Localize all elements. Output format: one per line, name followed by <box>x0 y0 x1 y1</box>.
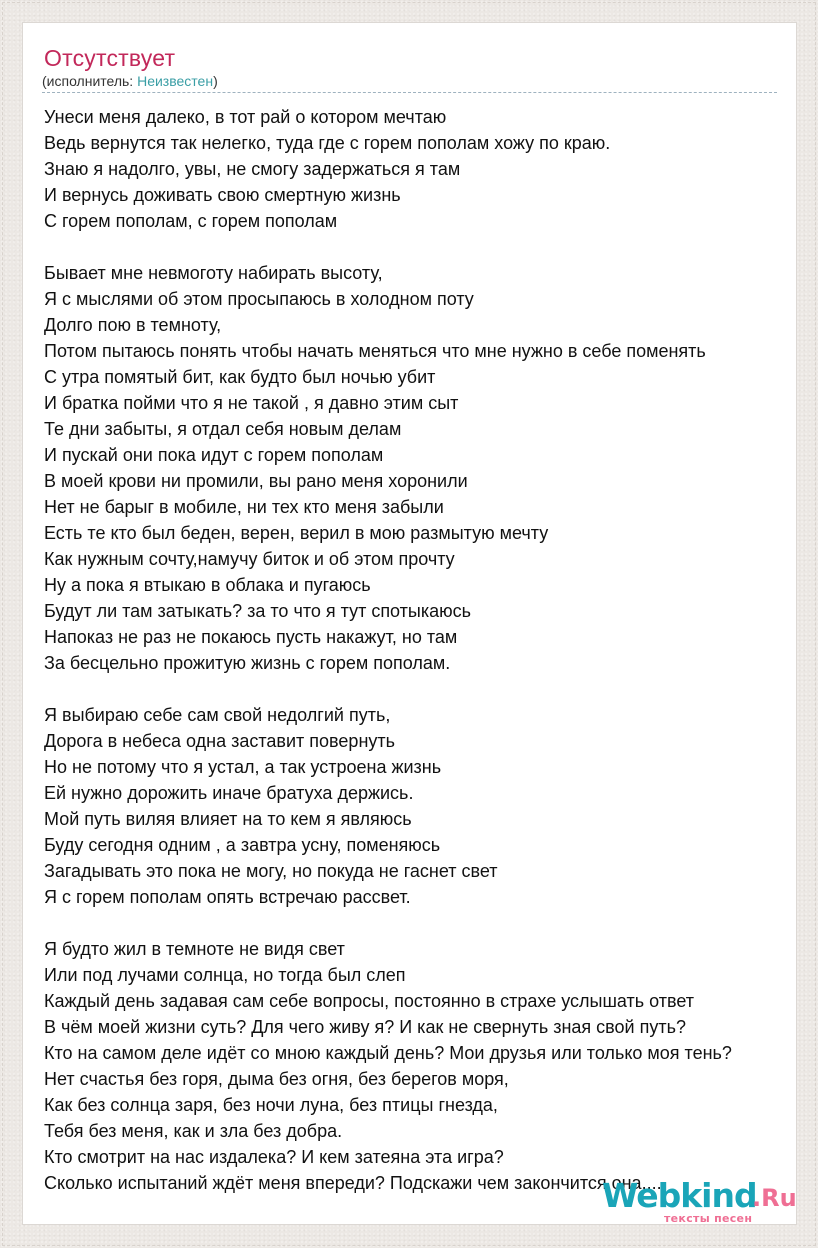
lyric-line: Потом пытаюсь понять чтобы начать меняться что мне нужно в себе поменять <box>44 341 706 361</box>
lyric-line: Тебя без меня, как и зла без добра. <box>44 1121 343 1141</box>
lyric-line: Есть те кто был беден, верен, верил в мою размытую мечту <box>44 523 549 543</box>
lyric-line: И вернусь доживать свою смертную жизнь <box>44 185 401 205</box>
artist-suffix: ) <box>213 73 218 89</box>
lyric-line: И пускай они пока идут с горем пополам <box>44 445 384 465</box>
lyric-line: В моей крови ни промили, вы рано меня хоронили <box>44 471 468 491</box>
lyric-line: Загадывать это пока не могу, но покуда не гаснет свет <box>44 861 498 881</box>
artist-link[interactable]: Неизвестен <box>137 73 214 89</box>
lyric-line: Знаю я надолго, увы, не смогу задержаться я там <box>44 159 461 179</box>
lyric-line: Как нужным сочту,намучу биток и об этом прочту <box>44 549 455 569</box>
lyric-line: Бывает мне невмоготу набирать высоту, <box>44 263 383 283</box>
lyric-line: Или под лучами солнца, но тогда был слеп <box>44 965 406 985</box>
lyric-line: И братка пойми что я не такой , я давно этим сыт <box>44 393 459 413</box>
lyric-line: Долго пою в темноту, <box>44 315 222 335</box>
lyric-line: Я с горем пополам опять встречаю рассвет. <box>44 887 411 907</box>
lyrics-stanza <box>44 104 818 234</box>
lyric-line: Нет счастья без горя, дыма без огня, без берегов моря, <box>44 1069 509 1089</box>
lyric-line: Буду сегодня одним , а завтра усну, поменяюсь <box>44 835 441 855</box>
lyric-line: Мой путь виляя влияет на то кем я являюсь <box>44 809 412 829</box>
lyric-line: Напоказ не раз не покаюсь пусть накажут, но там <box>44 627 458 647</box>
lyric-line: Ведь вернутся так нелегко, туда где с горем пополам хожу по краю. <box>44 133 611 153</box>
artist-prefix: (исполнитель: <box>42 73 138 89</box>
lyric-line: Сколько испытаний ждёт меня впереди? Подскажи чем закончится она..... <box>44 1173 667 1193</box>
lyric-line: В чём моей жизни суть? Для чего живу я? И как не свернуть зная свой путь? <box>44 1017 686 1037</box>
lyrics-stanza <box>44 702 818 910</box>
lyric-line: Будут ли там затыкать? за то что я тут спотыкаюсь <box>44 601 472 621</box>
lyric-line: С утра помятый бит, как будто был ночью убит <box>44 367 436 387</box>
lyric-line: Я выбираю себе сам свой недолгий путь, <box>44 705 391 725</box>
watermark-brand: Webkind <box>602 1176 757 1215</box>
song-content <box>44 44 818 1222</box>
lyric-line: Как без солнца заря, без ночи луна, без птицы гнезда, <box>44 1095 498 1115</box>
lyric-line: С горем пополам, с горем пополам <box>44 211 338 231</box>
lyrics-stanza <box>44 260 818 676</box>
lyric-line: Кто смотрит на нас издалека? И кем затеяна эта игра? <box>44 1147 504 1167</box>
lyrics-stanza <box>44 936 818 1196</box>
lyric-line: За бесцельно прожитую жизнь с горем пополам. <box>44 653 451 673</box>
lyric-line: Унеси меня далеко, в тот рай о котором мечтаю <box>44 107 447 127</box>
lyric-line: Нет не барыг в мобиле, ни тех кто меня забыли <box>44 497 444 517</box>
lyric-line: Каждый день задавая сам себе вопросы, постоянно в страхе услышать ответ <box>44 991 695 1011</box>
lyric-line: Но не потому что я устал, а так устроена жизнь <box>44 757 442 777</box>
watermark-tagline: тексты песен <box>664 1212 753 1225</box>
lyric-line: Ну а пока я втыкаю в облака и пугаюсь <box>44 575 371 595</box>
artist-line <box>42 72 777 93</box>
webkind-watermark[interactable] <box>602 1178 802 1228</box>
watermark-tld: .Ru <box>752 1184 797 1212</box>
song-title: Отсутствует <box>44 45 176 71</box>
lyric-line: Дорога в небеса одна заставит повернуть <box>44 731 395 751</box>
lyric-line: Я с мыслями об этом просыпаюсь в холодном поту <box>44 289 474 309</box>
lyric-line: Ей нужно дорожить иначе братуха держись. <box>44 783 414 803</box>
lyrics-text <box>44 104 818 1196</box>
lyric-line: Кто на самом деле идёт со мною каждый день? Мои друзья или только моя тень? <box>44 1043 732 1063</box>
lyric-line: Те дни забыты, я отдал себя новым делам <box>44 419 402 439</box>
lyric-line: Я будто жил в темноте не видя свет <box>44 939 345 959</box>
